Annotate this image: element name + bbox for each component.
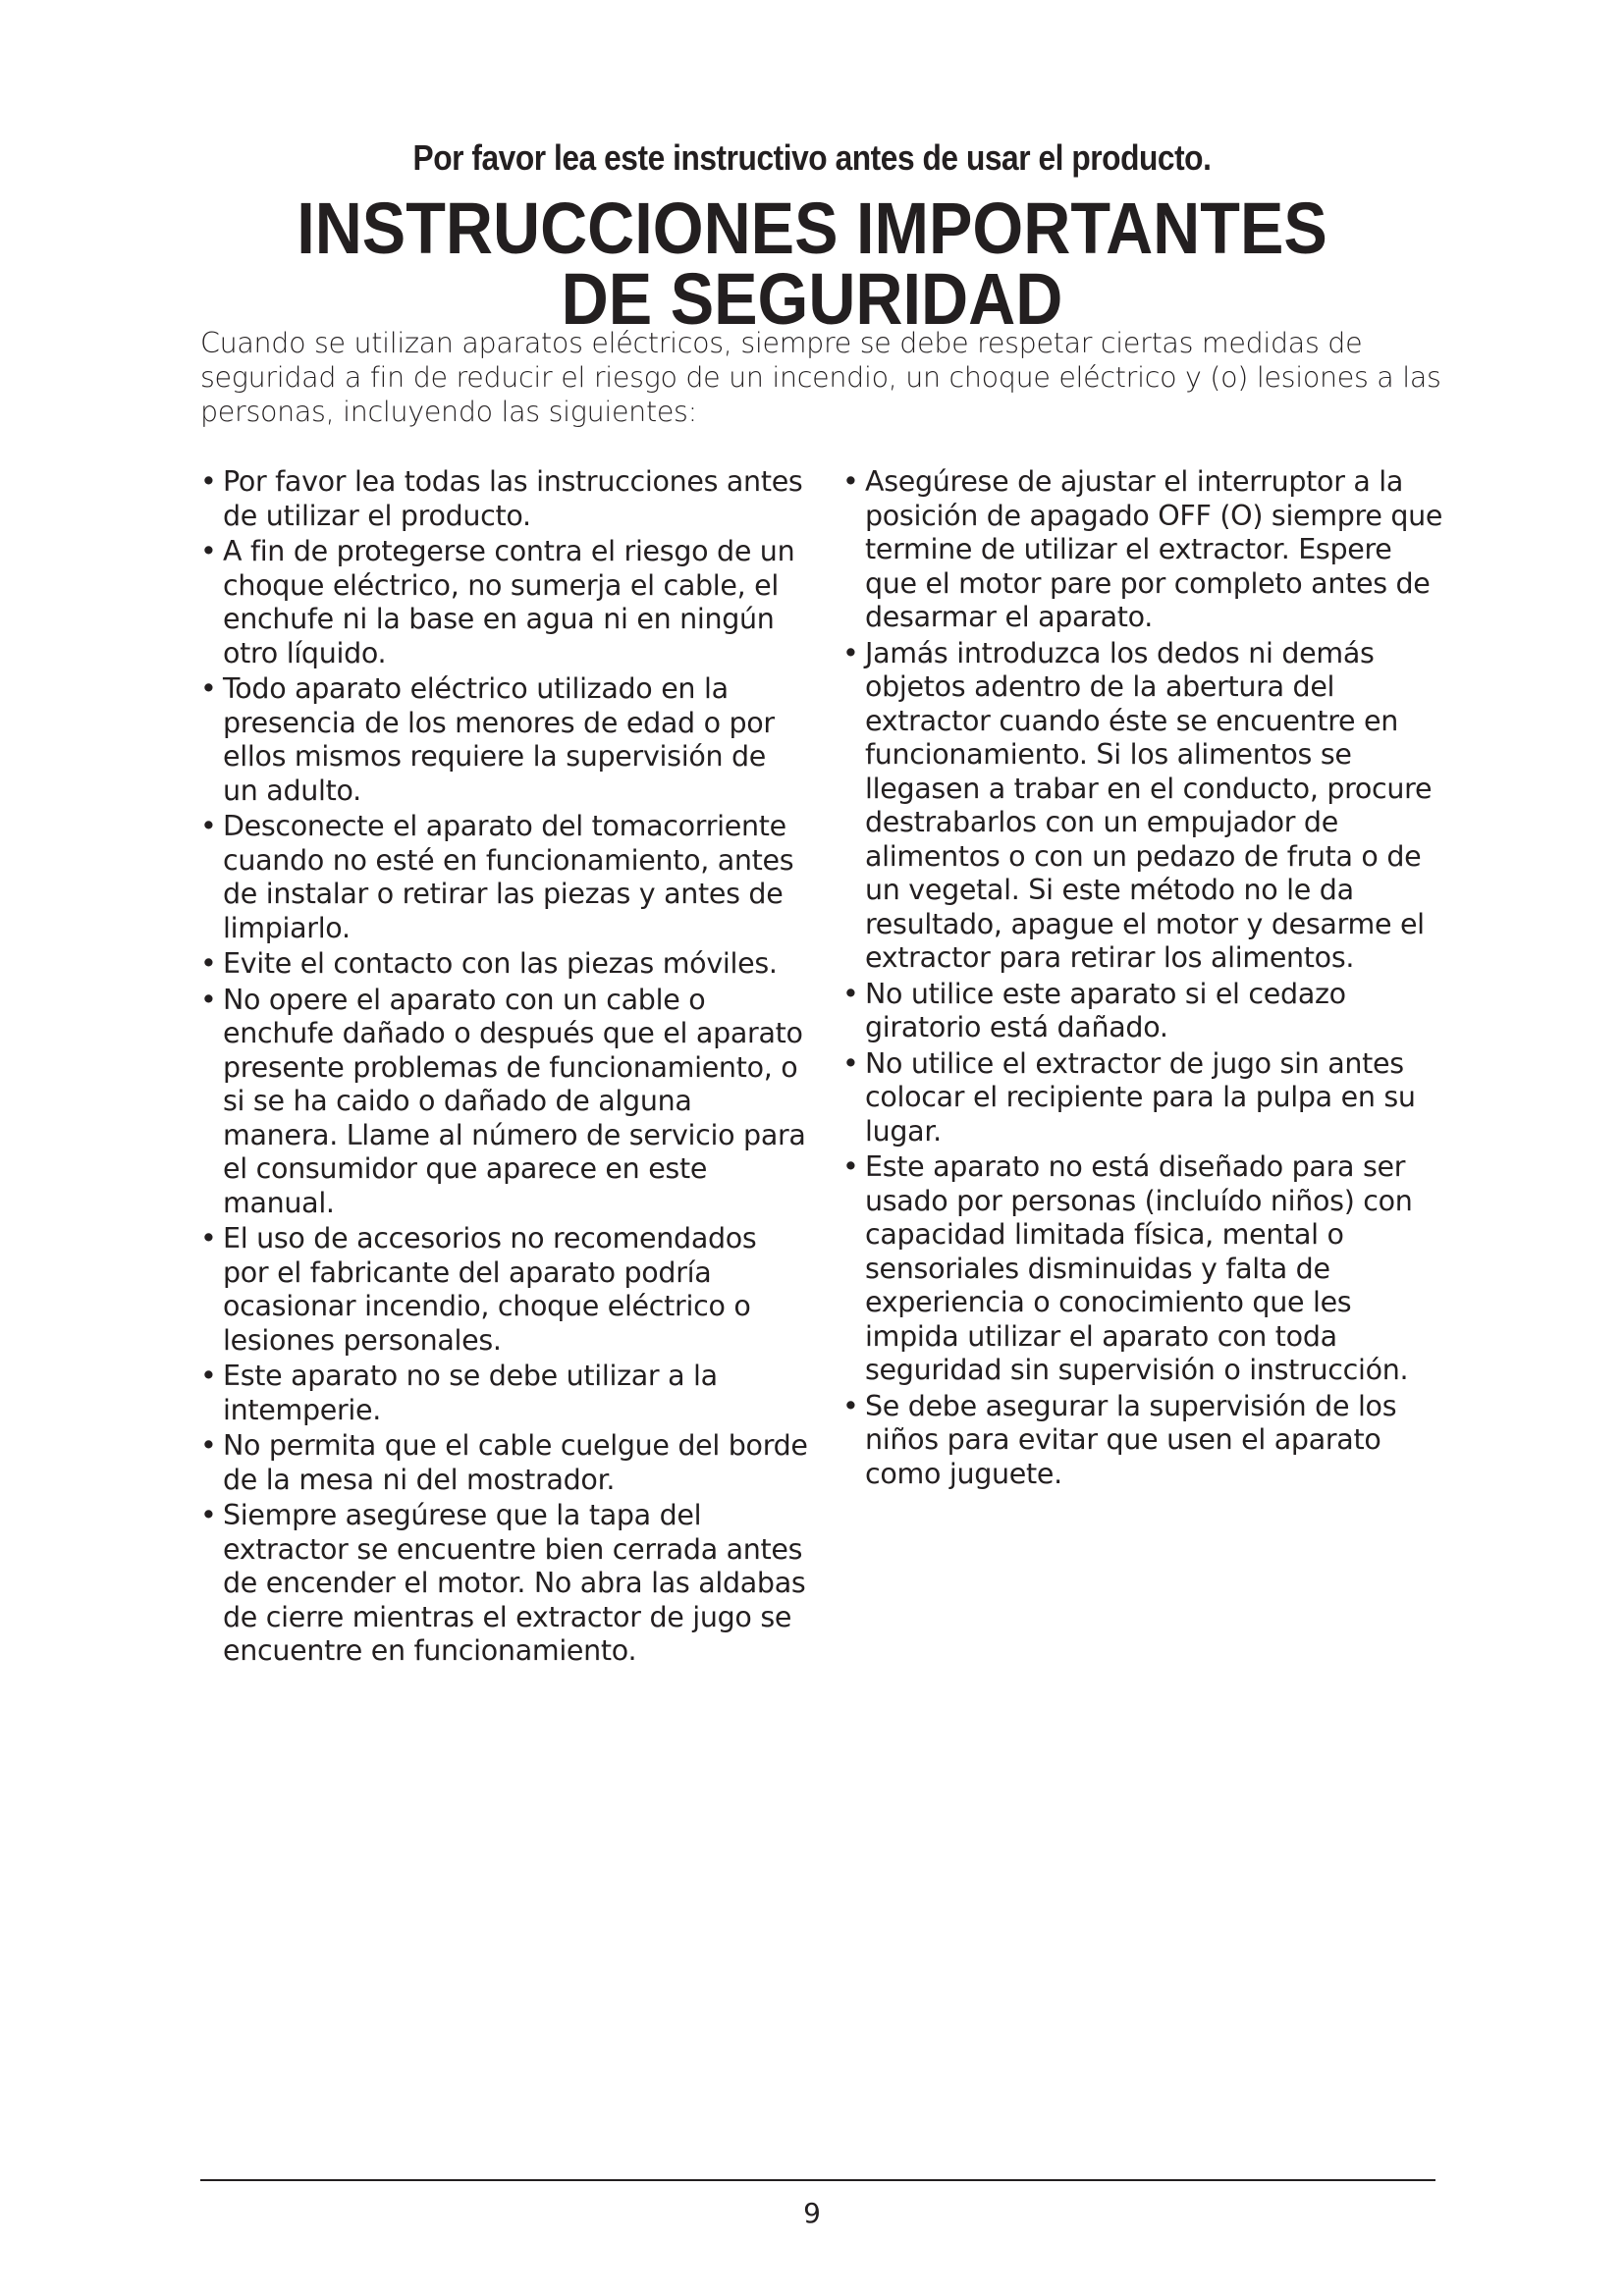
page-number: 9: [803, 2197, 821, 2229]
safety-list-item: [842, 1047, 1451, 1149]
safety-list-item-text: El uso de accesorios no recomendados por el fabricante del aparato podría ocasionar incendio, choque eléctrico o lesiones personales.: [223, 1222, 757, 1357]
safety-list-item: [200, 1499, 809, 1669]
safety-list-item-text: No utilice este aparato si el cedazo giratorio está dañado.: [865, 977, 1346, 1043]
bullet-icon: •: [842, 977, 859, 1010]
safety-list-item-text: Todo aparato eléctrico utilizado en la presencia de los menores de edad o por ellos mismos requiere la supervisión de un adulto.: [223, 672, 775, 807]
safety-list-item: [842, 465, 1451, 635]
bullet-icon: •: [200, 1222, 217, 1255]
bullet-icon: •: [200, 810, 217, 842]
bullet-icon: •: [200, 1499, 217, 1531]
safety-list-item-text: Este aparato no está diseñado para ser usado por personas (incluído niños) con capacidad limitada física, mental o sensoriales disminuidas y falta de experiencia o conocimiento que les impida utilizar el aparato con toda seguridad sin supervisión o instrucción.: [865, 1150, 1413, 1386]
safety-list-item-text: Desconecte el aparato del tomacorriente cuando no esté en funcionamiento, antes de instalar o retirar las piezas y antes de limpiarlo.: [223, 810, 794, 944]
safety-list-item-text: Por favor lea todas las instrucciones antes de utilizar el producto.: [223, 465, 803, 532]
bullet-icon: •: [200, 983, 217, 1016]
bullet-icon: •: [842, 1389, 859, 1422]
safety-list-item-text: Se debe asegurar la supervisión de los niños para evitar que usen el aparato como juguete.: [865, 1389, 1397, 1490]
safety-list-item: [200, 535, 809, 670]
safety-list-item: [842, 1390, 1451, 1492]
bullet-icon: •: [842, 1150, 859, 1183]
footer-divider: [200, 2179, 1435, 2181]
safety-list-item: [200, 1360, 809, 1427]
safety-list-item-text: Evite el contacto con las piezas móviles.: [223, 947, 778, 980]
bullet-icon: •: [200, 672, 217, 705]
safety-list-item: [200, 1429, 809, 1497]
safety-list-item: [842, 978, 1451, 1045]
safety-list-item: [200, 1222, 809, 1358]
safety-list-item-text: A fin de protegerse contra el riesgo de un choque eléctrico, no sumerja el cable, el enchufe ni la base en agua ni en ningún otro líquido.: [223, 535, 795, 669]
safety-list-item: [200, 984, 809, 1221]
safety-list-item-text: No permita que el cable cuelgue del borde de la mesa ni del mostrador.: [223, 1429, 808, 1496]
intro-paragraph: Cuando se utilizan aparatos eléctricos, siempre se debe respetar ciertas medidas de seguridad a fin de reducir el riesgo de un incendio, un choque eléctrico y (o) lesiones a las personas, incluyendo las siguientes:: [200, 327, 1441, 428]
safety-list-item-text: Siempre asegúrese que la tapa del extractor se encuentre bien cerrada antes de encender el motor. No abra las aldabas de cierre mientras el extractor de jugo se encuentre en funcionamiento.: [223, 1499, 806, 1667]
safety-list-item-text: No utilice el extractor de jugo sin antes colocar el recipiente para la pulpa en su lugar.: [865, 1046, 1416, 1148]
bullet-icon: •: [200, 1360, 217, 1392]
safety-list-item-text: Este aparato no se debe utilizar a la intemperie.: [223, 1360, 718, 1426]
safety-list-item: [200, 947, 809, 982]
safety-list-item-text: Asegúrese de ajustar el interruptor a la posición de apagado OFF (O) siempre que termine de utilizar el extractor. Espere que el motor pare por completo antes de desarmar el aparato.: [865, 465, 1443, 633]
safety-list-item: [842, 637, 1451, 976]
page-title-line-1: INSTRUCCIONES IMPORTANTES: [297, 187, 1327, 269]
bullet-icon: •: [200, 465, 217, 498]
safety-list-item: [842, 1150, 1451, 1388]
page-title-line-2: DE SEGURIDAD: [561, 258, 1063, 340]
bullet-icon: •: [200, 535, 217, 567]
bullet-icon: •: [200, 947, 217, 980]
safety-list-item: [200, 810, 809, 945]
safety-list-right-column: [842, 465, 1451, 1493]
bullet-icon: •: [842, 1046, 859, 1080]
safety-list-item: [200, 465, 809, 533]
bullet-icon: •: [842, 465, 859, 498]
safety-list-left-column: [200, 465, 809, 1671]
safety-list-item-text: Jamás introduzca los dedos ni demás objetos adentro de la abertura del extractor cuando éste se encuentre en funcionamiento. Si los alimentos se llegasen a trabar en el conducto, procure destrabarlos con un empujador de alimentos o con un pedazo de fruta o de un vegetal. Si este método no le da resultado, apague el motor y desarme el extractor para retirar los alimentos.: [865, 636, 1433, 974]
bullet-icon: •: [200, 1429, 217, 1462]
safety-list-item-text: No opere el aparato con un cable o enchufe dañado o después que el aparato presente problemas de funcionamiento, o si se ha caido o dañado de alguna manera. Llame al número de servicio para el consumidor que aparece en este manual.: [223, 983, 806, 1219]
read-instructions-notice: Por favor lea este instructivo antes de usar el producto.: [412, 137, 1212, 178]
safety-list-item: [200, 672, 809, 808]
bullet-icon: •: [842, 636, 859, 669]
